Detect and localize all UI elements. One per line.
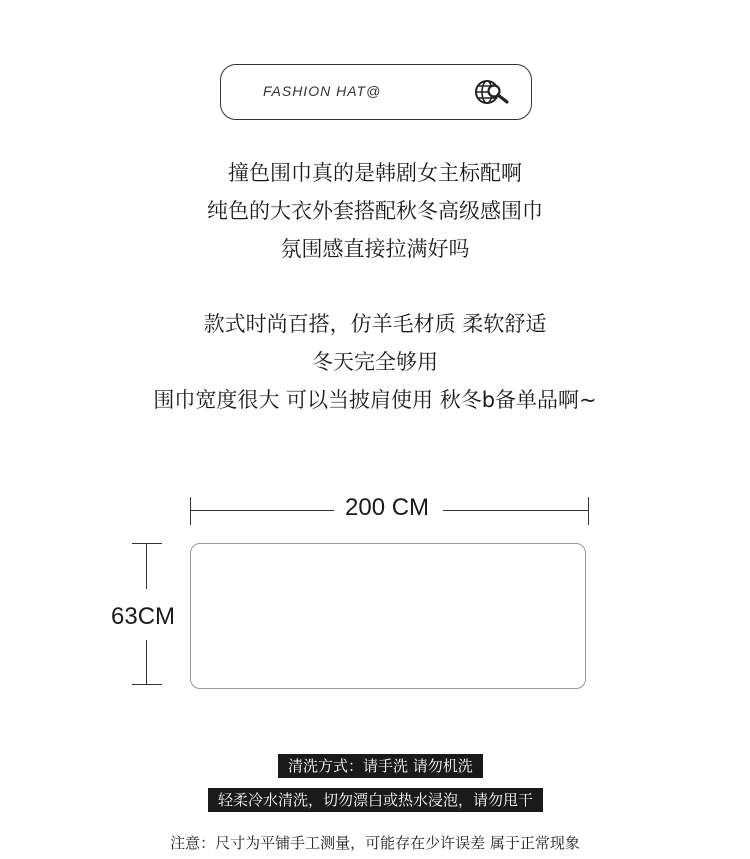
height-tick-bottom bbox=[132, 684, 162, 685]
intro-line: 纯色的大衣外套搭配秋冬高级感围巾 bbox=[207, 199, 543, 223]
globe-search-icon[interactable] bbox=[471, 77, 515, 109]
care-method-tag: 清洗方式：请手洗 请勿机洗 bbox=[278, 754, 483, 778]
feature-line: 围巾宽度很大 可以当披肩使用 秋冬b备单品啊~ bbox=[153, 388, 597, 412]
width-line-left bbox=[190, 510, 334, 511]
height-line-top bbox=[146, 543, 147, 589]
height-line-bottom bbox=[146, 640, 147, 684]
feature-text bbox=[0, 305, 750, 419]
scarf-outline bbox=[190, 543, 586, 689]
care-detail-tag: 轻柔冷水清洗，切勿漂白或热水浸泡，请勿甩干 bbox=[208, 788, 543, 812]
measurement-note: 注意：尺寸为平铺手工测量，可能存在少许误差 属于正常现象 bbox=[170, 834, 580, 852]
height-label: 63CM bbox=[111, 603, 176, 630]
width-label: 200 CM bbox=[345, 494, 430, 521]
width-line-right bbox=[443, 510, 589, 511]
search-bar[interactable] bbox=[220, 64, 532, 120]
width-tick-right bbox=[588, 497, 589, 525]
intro-line: 氛围感直接拉满好吗 bbox=[280, 237, 470, 261]
intro-text bbox=[0, 154, 750, 268]
search-bar-text: FASHION HAT@ bbox=[263, 83, 382, 99]
feature-line: 款式时尚百搭，仿羊毛材质 柔软舒适 bbox=[203, 312, 547, 336]
feature-line: 冬天完全够用 bbox=[312, 350, 438, 374]
intro-line: 撞色围巾真的是韩剧女主标配啊 bbox=[228, 161, 522, 185]
width-tick-left bbox=[190, 497, 191, 525]
height-tick-top bbox=[132, 543, 162, 544]
